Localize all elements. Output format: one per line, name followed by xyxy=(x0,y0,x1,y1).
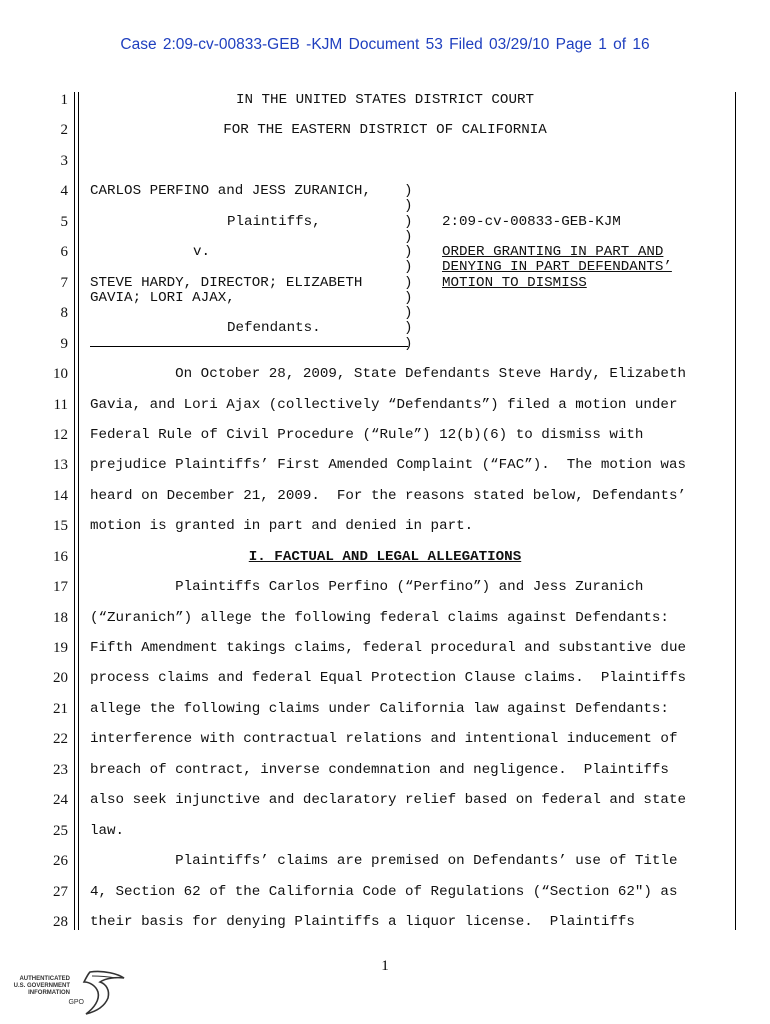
line-number: 13 xyxy=(53,457,68,473)
body-line: Gavia, and Lori Ajax (collectively “Defendants”) filed a motion under xyxy=(90,397,678,413)
caption-defendants-names-1: STEVE HARDY, DIRECTOR; ELIZABETH xyxy=(90,275,363,291)
body-line: process claims and federal Equal Protection Clause claims. Plaintiffs xyxy=(90,670,686,686)
body-line: heard on December 21, 2009. For the reasons stated below, Defendants’ xyxy=(90,488,686,504)
eagle-icon xyxy=(84,971,124,1014)
line-number: 24 xyxy=(53,792,68,808)
line-number: 8 xyxy=(60,305,68,321)
caption-paren: ) xyxy=(404,336,413,352)
page-number: 1 xyxy=(381,958,389,974)
caption-paren: ) xyxy=(404,214,413,230)
line-number: 28 xyxy=(53,914,68,930)
caption-paren: ) xyxy=(404,244,413,260)
caption-paren: ) xyxy=(404,183,413,199)
caption-paren: ) xyxy=(404,198,413,214)
line-number: 19 xyxy=(53,640,68,656)
body-line: law. xyxy=(90,823,125,839)
caption-underline xyxy=(90,346,408,347)
line-number: 22 xyxy=(53,731,68,747)
court-title-line-1: IN THE UNITED STATES DISTRICT COURT xyxy=(236,92,534,108)
body-line: (“Zuranich”) allege the following federal claims against Defendants: xyxy=(90,610,669,626)
line-number: 14 xyxy=(53,488,68,504)
line-number: 5 xyxy=(60,214,68,230)
case-number: 2:09-cv-00833-GEB-KJM xyxy=(442,214,621,230)
gpo-logo-line-3: INFORMATION xyxy=(28,990,70,996)
court-title-line-2: FOR THE EASTERN DISTRICT OF CALIFORNIA xyxy=(223,122,547,138)
line-number: 9 xyxy=(60,336,68,352)
right-margin-rule xyxy=(735,92,736,930)
line-number: 1 xyxy=(60,92,68,108)
body-line: motion is granted in part and denied in part. xyxy=(90,518,474,534)
caption-versus: v. xyxy=(193,244,211,260)
section-heading: I. FACTUAL AND LEGAL ALLEGATIONS xyxy=(248,549,522,565)
line-number: 16 xyxy=(53,549,68,565)
caption-paren: ) xyxy=(404,275,413,291)
case-header-stamp: Case 2:09-cv-00833-GEB -KJM Document 53 Filed 03/29/10 Page 1 of 16 xyxy=(120,36,650,53)
body-line: Plaintiffs’ claims are premised on Defendants’ use of Title xyxy=(90,853,678,869)
gpo-logo-line-1: AUTHENTICATED xyxy=(19,976,70,982)
line-number: 17 xyxy=(53,579,68,595)
left-margin-rule xyxy=(74,92,75,930)
body-line: breach of contract, inverse condemnation and negligence. Plaintiffs xyxy=(90,762,669,778)
line-number: 21 xyxy=(53,701,68,717)
gpo-logo-line-4: GPO xyxy=(68,999,84,1006)
body-line: Plaintiffs Carlos Perfino (“Perfino”) and Jess Zuranich xyxy=(90,579,644,595)
body-line: their basis for denying Plaintiffs a liquor license. Plaintiffs xyxy=(90,914,635,930)
caption-paren: ) xyxy=(404,320,413,336)
line-number: 2 xyxy=(60,122,68,138)
caption-paren: ) xyxy=(404,305,413,321)
line-number: 20 xyxy=(53,670,68,686)
body-line: Fifth Amendment takings claims, federal procedural and substantive due xyxy=(90,640,686,656)
line-number: 25 xyxy=(53,823,68,839)
caption-paren: ) xyxy=(404,259,413,275)
line-number: 26 xyxy=(53,853,68,869)
caption-plaintiffs-names: CARLOS PERFINO and JESS ZURANICH, xyxy=(90,183,371,199)
caption-plaintiffs-label: Plaintiffs, xyxy=(227,214,321,230)
order-title-line-3: MOTION TO DISMISS xyxy=(442,275,587,291)
body-line: interference with contractual relations and intentional inducement of xyxy=(90,731,678,747)
caption-defendants-names-2: GAVIA; LORI AJAX, xyxy=(90,290,235,306)
body-line: allege the following claims under California law against Defendants: xyxy=(90,701,669,717)
line-number: 6 xyxy=(60,244,68,260)
left-margin-rule-inner xyxy=(78,92,79,930)
body-line: 4, Section 62 of the California Code of Regulations (“Section 62") as xyxy=(90,884,678,900)
caption-paren: ) xyxy=(404,290,413,306)
body-line: also seek injunctive and declaratory relief based on federal and state xyxy=(90,792,686,808)
gpo-authentication-logo xyxy=(13,968,132,1018)
line-number: 15 xyxy=(53,518,68,534)
caption-paren: ) xyxy=(404,229,413,245)
line-number: 7 xyxy=(60,275,68,291)
caption-defendants-label: Defendants. xyxy=(227,320,321,336)
body-line: prejudice Plaintiffs’ First Amended Complaint (“FAC”). The motion was xyxy=(90,457,686,473)
order-title-line-2: DENYING IN PART DEFENDANTS’ xyxy=(442,259,672,275)
gpo-logo-line-2: U.S. GOVERNMENT xyxy=(13,983,70,989)
line-number: 11 xyxy=(53,397,68,413)
order-title-line-1: ORDER GRANTING IN PART AND xyxy=(442,244,664,260)
line-number: 3 xyxy=(60,153,68,169)
line-number: 10 xyxy=(53,366,68,382)
line-number: 12 xyxy=(53,427,68,443)
body-line: Federal Rule of Civil Procedure (“Rule”) 12(b)(6) to dismiss with xyxy=(90,427,644,443)
line-number: 4 xyxy=(60,183,68,199)
line-number: 18 xyxy=(53,610,68,626)
body-line: On October 28, 2009, State Defendants Steve Hardy, Elizabeth xyxy=(90,366,686,382)
line-number: 27 xyxy=(53,884,68,900)
line-number: 23 xyxy=(53,762,68,778)
